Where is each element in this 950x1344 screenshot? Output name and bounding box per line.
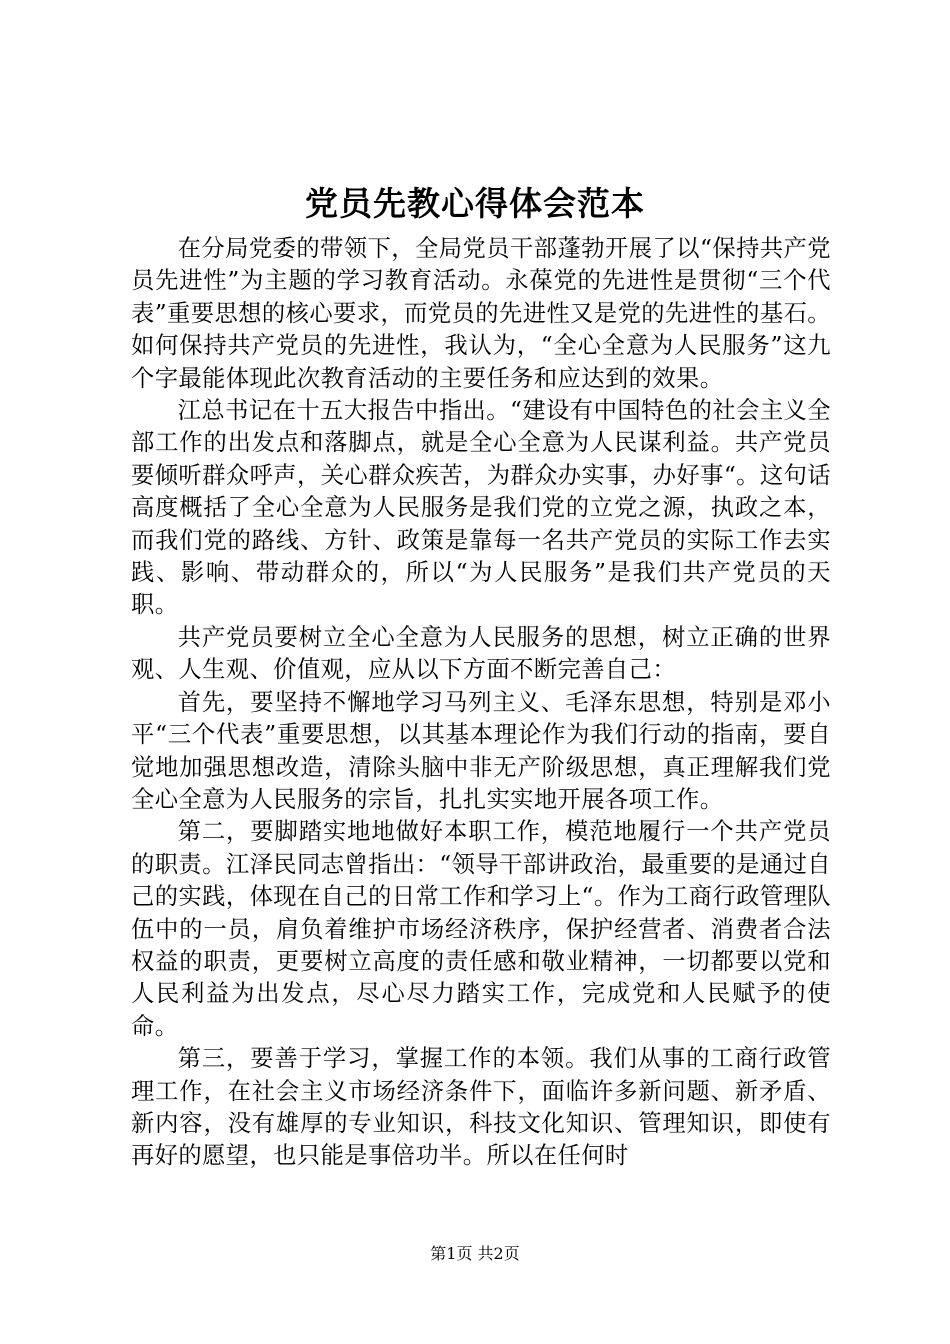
paragraph: 江总书记在十五大报告中指出。“建设有中国特色的社会主义全部工作的出发点和落脚点，就是全心全意为人民谋利益。共产党员要倾听群众呼声，关心群众疾苦，为群众办实事，办好事“。这句话高度概括了全心全意为人民服务是我们党的立党之源，执政之本，而我们党的路线、方针、政策是靠每一名共产党员的实际工作去实践、影响、带动群众的，所以“为人民服务”是我们共产党员的天职。 — [131, 397, 831, 619]
document-title: 党员先教心得体会范本 — [305, 184, 645, 223]
page-footer: 第1页 共2页 — [430, 1244, 520, 1263]
paragraph: 共产党员要树立全心全意为人民服务的思想，树立正确的世界观、人生观、价值观，应从以下方面不断完善自己： — [131, 623, 831, 684]
paragraph: 首先，要坚持不懈地学习马列主义、毛泽东思想，特别是邓小平“三个代表”重要思想，以其基本理论作为我们行动的指南，要自觉地加强思想改造，清除头脑中非无产阶级思想，真正理解我们党全心全意为人民服务的宗旨，扎扎实实地开展各项工作。 — [131, 688, 831, 813]
document-body — [131, 233, 831, 1173]
paragraph: 在分局党委的带领下，全局党员干部蓬勃开展了以“保持共产党员先进性”为主题的学习教育活动。永葆党的先进性是贯彻“三个代表”重要思想的核心要求，而党员的先进性又是党的先进性的基石。如何保持共产党员的先进性，我认为，“全心全意为人民服务”这九个字最能体现此次教育活动的主要任务和应达到的效果。 — [131, 235, 831, 392]
paragraph: 第三，要善于学习，掌握工作的本领。我们从事的工商行政管理工作，在社会主义市场经济条件下，面临许多新问题、新矛盾、新内容，没有雄厚的专业知识，科技文化知识、管理知识，即使有再好的愿望，也只能是事倍功半。所以在任何时 — [131, 1045, 831, 1170]
paragraph: 第二，要脚踏实地地做好本职工作，模范地履行一个共产党员的职责。江泽民同志曾指出：“领导干部讲政治，最重要的是通过自己的实践，体现在自己的日常工作和学习上“。作为工商行政管理队伍中的一员，肩负着维护市场经济秩序，保护经营者、消费者合法权益的职责，更要树立高度的责任感和敬业精神，一切都要以党和人民利益为出发点，尽心尽力踏实工作，完成党和人民赋予的使命。 — [131, 818, 831, 1040]
